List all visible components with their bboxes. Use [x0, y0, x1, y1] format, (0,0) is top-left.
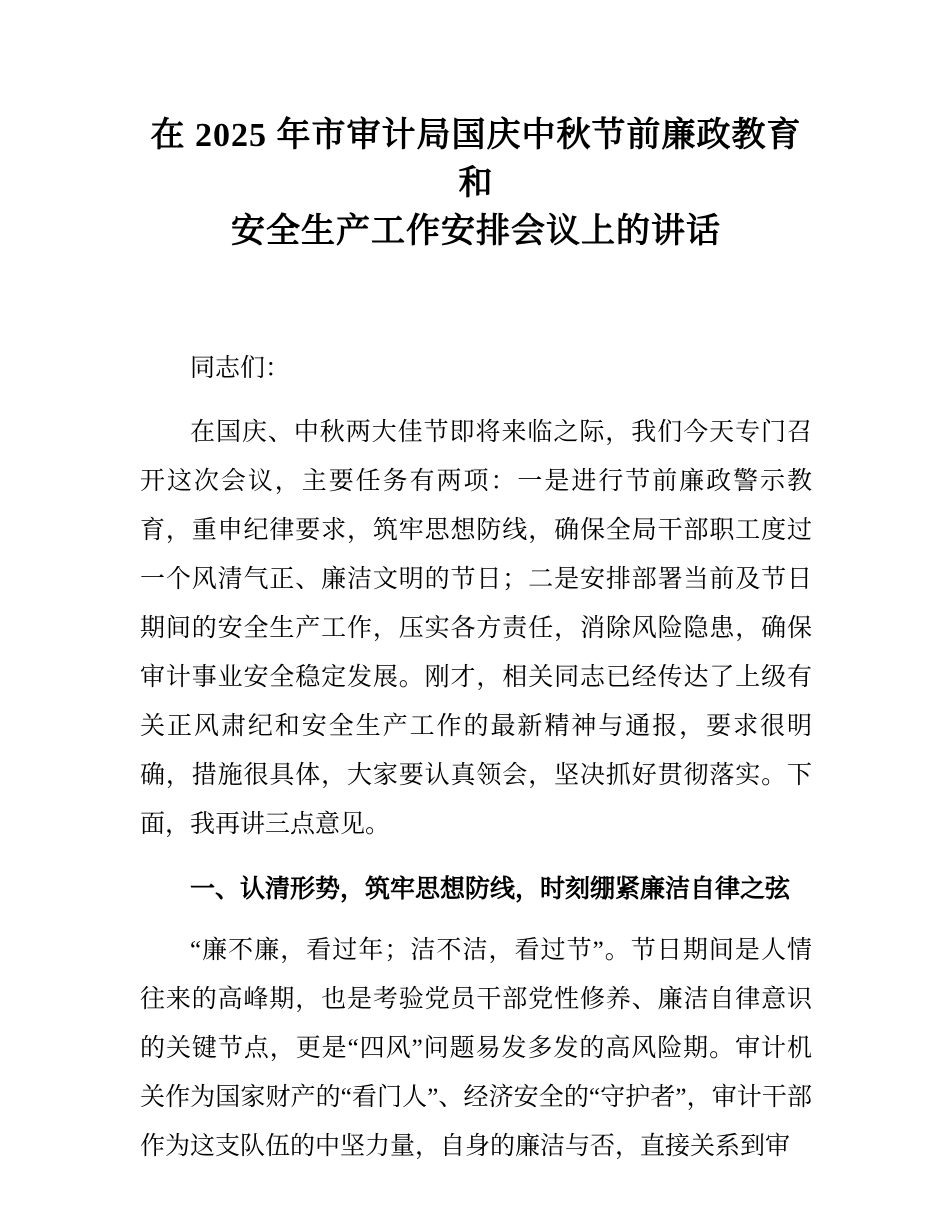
paragraph-section-1-body: “廉不廉，看过年；洁不洁，看过节”。节日期间是人情往来的高峰期，也是考验党员干部党性修养、廉洁自律意识的关键节点，更是“四风”问题易发多发的高风险期。审计机关作为国家财产的“看门人”、经济安全的“守护者”，审计干部作为这支队伍的中坚力量，自身的廉洁与否，直接关系到审: [140, 937, 812, 1160]
paragraph-intro: 在国庆、中秋两大佳节即将来临之际，我们今天专门召开这次会议，主要任务有两项：一是进行节前廉政警示教育，重申纪律要求，筑牢思想防线，确保全局干部职工度过一个风清气正、廉洁文明的节日；二是安排部署当前及节日期间的安全生产工作，压实各方责任，消除风险隐患，确保审计事业安全稳定发展。刚才，相关同志已经传达了上级有关正风肃纪和安全生产工作的最新精神与通报，要求很明确，措施很具体，大家要认真领会，坚决抓好贯彻落实。下面，我再讲三点意见。: [140, 419, 812, 838]
document-title-line-1: 在 2025 年市审计局国庆中秋节前廉政教育和: [150, 117, 802, 202]
salutation: 同志们：: [190, 355, 291, 382]
section-heading-1: 一、认清形势，筑牢思想防线，时刻绷紧廉洁自律之弦: [190, 875, 791, 903]
document-title: [140, 112, 812, 256]
document-title-line-2: 安全生产工作安排会议上的讲话: [231, 213, 721, 250]
